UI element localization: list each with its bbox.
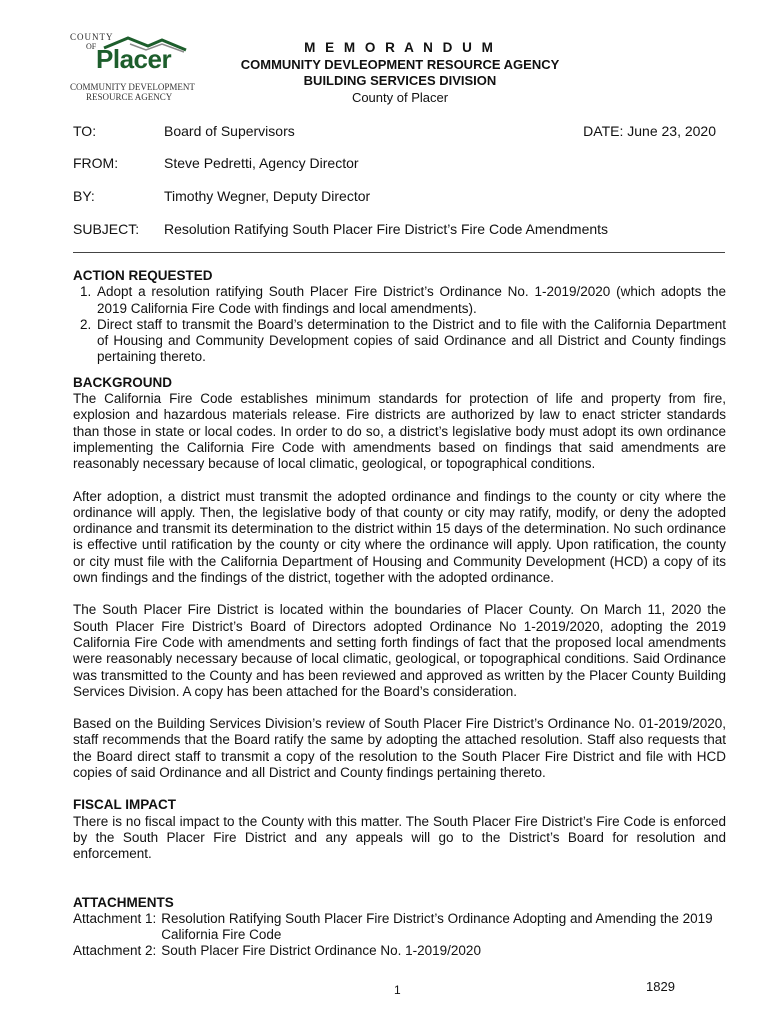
background-paragraph: The California Fire Code establishes minimum standards for protection of life and property from fire, explosion and hazardous materials release. Fire districts are authorized by law to enact stricter standards than those in state or local codes. In order to do so, a district’s legislative body must adopt its own ordinance implementing the California Fire Code with amendments based on findings that said amendments are reasonably necessary because of local climatic, geological, or topographical conditions. (73, 391, 726, 472)
logo-placer: Placer (96, 44, 172, 74)
logo-of: OF (86, 42, 97, 51)
background-paragraph: Based on the Building Services Division’s review of South Placer Fire District’s Ordinance No. 01-2019/2020, staff recommends that the Board ratify the same by adopting the attached resolution. Staff also requests that the Board direct staff to transmit a copy of the resolution to the South Placer Fire District and file with HCD copies of said Ordinance and all District and County findings pertaining thereto. (73, 716, 726, 781)
attachment-item (73, 943, 726, 959)
county-name: County of Placer (351, 90, 449, 105)
division-name: BUILDING SERVICES DIVISION (303, 73, 497, 88)
attachments-heading: ATTACHMENTS (73, 894, 174, 910)
attachment-text: South Placer Fire District Ordinance No. 1-2019/2020 (161, 943, 481, 959)
memo-title: M E M O R A N D U M (304, 40, 496, 55)
action-item: 1. Adopt a resolution ratifying South Placer Fire District’s Ordinance No. 1-2019/2020 (which adopts the 2019 California Fire Code with findings and local amendments). (95, 284, 726, 317)
to-value: Board of Supervisors (164, 123, 295, 139)
attachment-item (73, 911, 726, 944)
background-paragraph: After adoption, a district must transmit the adopted ordinance and findings to the county or city where the ordinance will apply. Then, the legislative body of that county or city may ratify, modify, or deny the adopted ordinance and transmit its determination to the district within 15 days of the determination. No such ordinance is effective until ratification by the county or city where the ordinance will apply. Upon ratification, the county or city must file with the California Department of Housing and Community Development (HCD) a copy of its own findings and the findings of the district, together with the adopted ordinance. (73, 488, 726, 586)
from-label: FROM: (73, 155, 119, 171)
attachment-text: Resolution Ratifying South Placer Fire District’s Ordinance Adopting and Amending the 2019 California Fire Code (161, 910, 713, 943)
subject-value: Resolution Ratifying South Placer Fire District’s Fire Code Amendments (164, 221, 609, 237)
logo-line-2: RESOURCE AGENCY (86, 92, 173, 102)
header-divider (73, 252, 725, 253)
attachment-label: Attachment 2: (73, 943, 157, 959)
fiscal-text: There is no fiscal impact to the County with this matter. The South Placer Fire District’s Fire Code is enforced by the South Placer Fire District and any appeals will go to the District’s Board for resolution and enforcement. (73, 813, 726, 862)
from-value: Steve Pedretti, Agency Director (164, 155, 359, 171)
background-paragraph: The South Placer Fire District is located within the boundaries of Placer County. On March 11, 2020 the South Placer Fire District’s Board of Directors adopted Ordinance No 1-2019/2020, adopting the 2019 California Fire Code with amendments and setting forth findings of fact that the proposed local amendments were reasonably necessary because of local climatic, geological, or topographical conditions. Said Ordinance was transmitted to the County and has been reviewed and approved as written by the Placer County Building Services Division. A copy has been attached for the Board’s consideration. (73, 602, 726, 699)
fiscal-heading: FISCAL IMPACT (73, 797, 176, 813)
logo-county: COUNTY (70, 32, 114, 42)
memo-date: DATE: June 23, 2020 (583, 123, 716, 139)
action-list (73, 284, 726, 365)
memo-body (73, 268, 726, 960)
attachment-label: Attachment 1: (73, 910, 157, 926)
county-logo (66, 30, 196, 102)
page-reference: 1829 (646, 979, 675, 994)
to-label: TO: (73, 123, 97, 139)
by-label: BY: (73, 188, 95, 204)
page-number: 1 (394, 983, 401, 997)
action-item: 2. Direct staff to transmit the Board’s determination to the District and to file with the California Department of Housing and Community Development copies of said Ordinance and all District and County findings pertaining thereto. (95, 317, 726, 366)
logo-line-1: COMMUNITY DEVELOPMENT (70, 82, 195, 92)
action-heading: ACTION REQUESTED (73, 268, 213, 283)
background-heading: BACKGROUND (73, 374, 172, 390)
by-value: Timothy Wegner, Deputy Director (164, 188, 371, 204)
subject-label: SUBJECT: (73, 221, 140, 237)
agency-name: COMMUNITY DEVLEOPMENT RESOURCE AGENCY (240, 57, 560, 72)
